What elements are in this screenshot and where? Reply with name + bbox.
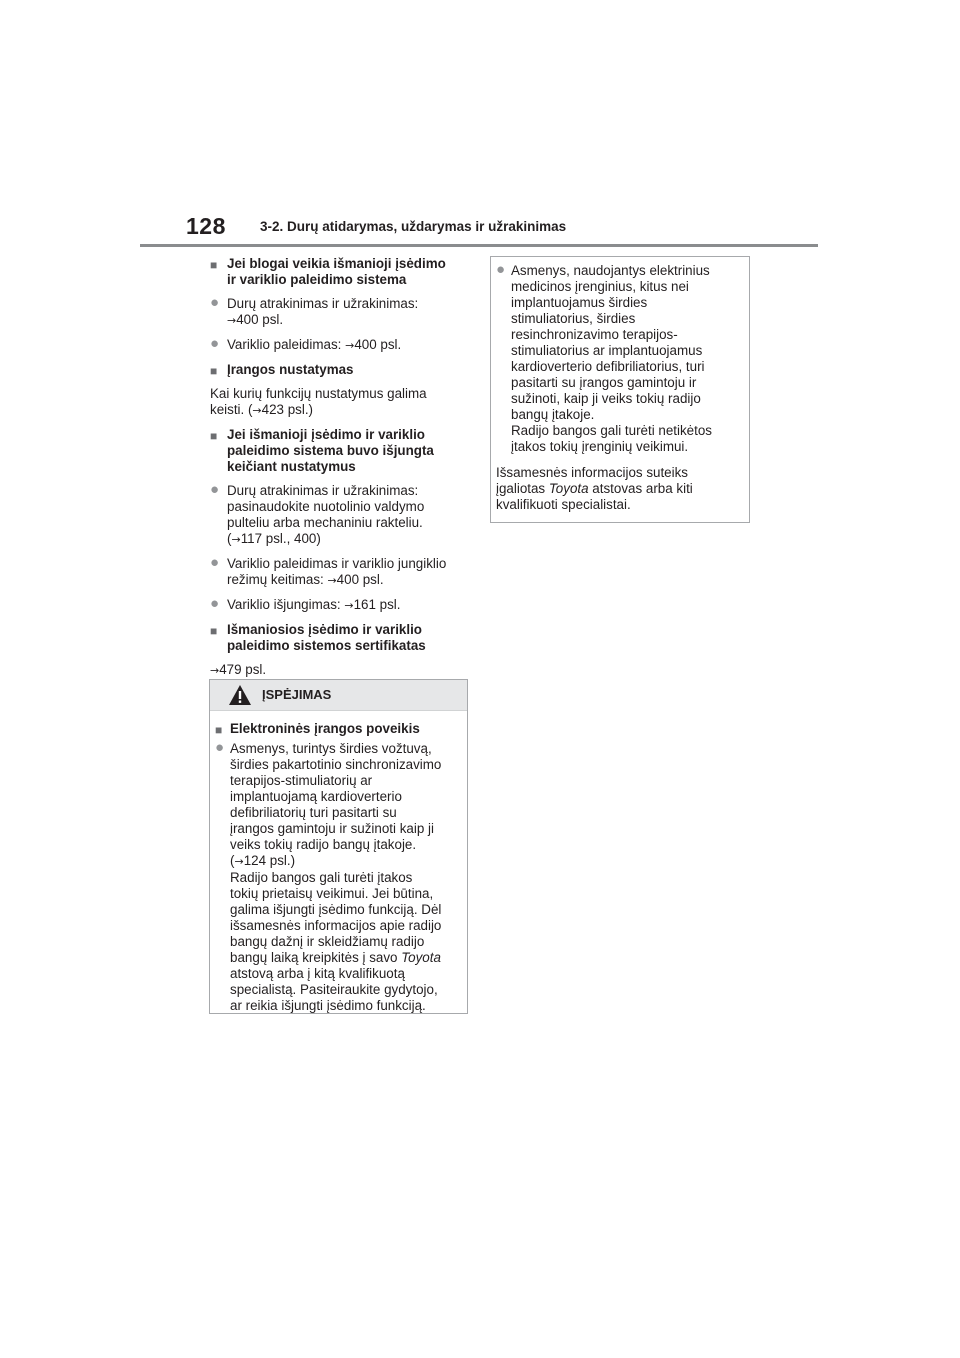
arrow-icon: → (344, 599, 354, 612)
text-line: terapijos-stimuliatorių ar (230, 773, 373, 788)
round-bullet-icon: ● (210, 481, 220, 498)
text-line: keisti. ( (210, 402, 253, 417)
text-line: įrangos gamintoju ir sužinoti kaip ji (230, 821, 434, 836)
round-bullet-icon: ● (210, 335, 220, 352)
arrow-icon: → (327, 574, 337, 587)
left-column (210, 256, 472, 687)
page-reference-link[interactable]: 400 psl. (354, 337, 402, 352)
text-line: Durų atrakinimas ir užrakinimas: (227, 296, 419, 311)
round-bullet-icon: ● (210, 595, 220, 612)
paragraph-settings (210, 386, 472, 419)
heading-line: keičiant nustatymus (227, 459, 356, 474)
warning-triangle-icon (228, 684, 252, 706)
round-bullet-icon: ● (496, 261, 506, 278)
text-line: Durų atrakinimas ir užrakinimas: (227, 483, 419, 498)
text-line: stimuliatorius, širdies (511, 311, 636, 326)
arrow-icon: → (231, 533, 241, 546)
text-line: Radijo bangos gali turėti netikėtos (511, 423, 712, 438)
text-line: defibriliatorių turi pasitarti su (230, 805, 397, 820)
text-line: veiks tokių radijo bangų įtakoje. (230, 837, 417, 852)
square-bullet-icon: ■ (210, 624, 218, 638)
paragraph-certificate-ref (210, 662, 472, 679)
heading-smart-entry-malfunction (210, 256, 472, 288)
header-rule (140, 244, 818, 247)
text-line: Asmenys, naudojantys elektrinius (511, 263, 710, 278)
text-line: implantuojamą kardioverterio (230, 789, 402, 804)
bullet-engine-stop (210, 597, 472, 614)
text-line: ar reikia išjungti įsėdimo funkciją. (230, 998, 426, 1013)
text-line: implantuojamus širdies (511, 295, 648, 310)
heading-line: paleidimo sistemos sertifikatas (227, 638, 426, 653)
text-line: sužinoti, kaip ji veiks tokių radijo (511, 391, 701, 406)
text-line: pasinaudokite nuotolinio valdymo (227, 499, 425, 514)
warning-body (210, 711, 467, 1014)
page-reference-link[interactable]: 161 psl. (353, 597, 401, 612)
heading-line: paleidimo sistema buvo išjungta (227, 443, 434, 458)
bullet-medical-devices (496, 263, 743, 455)
arrow-icon: → (234, 855, 244, 868)
heading-line: Įrangos nustatymas (227, 362, 354, 377)
bullet-door-unlock (210, 296, 472, 329)
arrow-icon: → (252, 404, 262, 417)
text-line: ( (227, 531, 232, 546)
page-reference-link[interactable]: 400 psl. (236, 312, 284, 327)
heading-line: Jei išmanioji įsėdimo ir variklio (227, 427, 425, 442)
brand-name: Toyota (548, 481, 589, 496)
text-line: bangų laiką kreipkitės į savo (230, 950, 402, 965)
text-line: atstovas arba kiti (588, 481, 693, 496)
page-reference-link[interactable]: 400 psl. (336, 572, 384, 587)
page-number: 128 (186, 213, 226, 239)
text-line: galima išjungti įsėdimo funkciją. Dėl (230, 902, 442, 917)
heading-certificate (210, 622, 472, 654)
heading-system-disabled (210, 427, 472, 475)
heading-line: Elektroninės įrangos poveikis (230, 721, 420, 736)
text-line: širdies pakartotinio sinchronizavimo (230, 757, 442, 772)
bullet-engine-switch-modes (210, 556, 472, 589)
arrow-icon: → (345, 339, 355, 352)
text-line: ( (230, 853, 235, 868)
text-line: Kai kurių funkcijų nustatymus galima (210, 386, 427, 401)
text-line: Variklio išjungimas: (227, 597, 345, 612)
heading-line: Jei blogai veikia išmanioji įsėdimo (227, 256, 446, 271)
text-line: įgaliotas (496, 481, 549, 496)
square-bullet-icon: ■ (210, 364, 218, 378)
text-line: Išsamesnės informacijos suteiks (496, 465, 688, 480)
round-bullet-icon: ● (210, 554, 220, 571)
heading-line: Išmaniosios įsėdimo ir variklio (227, 622, 422, 637)
text-line: išsamesnės informacijos apie radijo (230, 918, 442, 933)
text-line: bangų dažnį ir skleidžiamų radijo (230, 934, 425, 949)
text-line: bangų įtakoje. (511, 407, 595, 422)
round-bullet-icon: ● (210, 294, 220, 311)
square-bullet-icon: ■ (210, 258, 218, 272)
round-bullet-icon: ● (215, 739, 225, 756)
text-line: medicinos įrenginius, kitus nei (511, 279, 689, 294)
text-line: Variklio paleidimas: (227, 337, 346, 352)
page-reference-link[interactable]: 423 psl.) (261, 402, 313, 417)
text-line: Radijo bangos gali turėti įtakos (230, 870, 413, 885)
warning-header (210, 680, 467, 711)
text-line: specialistą. Pasiteiraukite gydytojo, (230, 982, 438, 997)
heading-line: ir variklio paleidimo sistema (227, 272, 407, 287)
text-line: tokių prietaisų veikimui. Jei būtina, (230, 886, 434, 901)
text-line: stimuliatorius ar implantuojamus (511, 343, 703, 358)
bullet-engine-start (210, 337, 472, 354)
warning-continuation-box (490, 256, 750, 523)
text-line: įtakos tokių įrenginių veikimui. (511, 439, 689, 454)
page-reference-link[interactable]: 479 psl. (219, 662, 267, 677)
bullet-pacemaker-warning (215, 741, 467, 1014)
text-line: Asmenys, turintys širdies vožtuvą, (230, 741, 432, 756)
text-line: atstovą arba į kitą kvalifikuotą (230, 966, 405, 981)
paragraph-dealer-info (496, 465, 743, 513)
section-title: 3-2. Durų atidarymas, uždarymas ir užrakinimas (260, 219, 567, 234)
text-line: Variklio paleidimas ir variklio jungiklio (227, 556, 447, 571)
text-line: pulteliu arba mechaniniu rakteliu. (227, 515, 423, 530)
arrow-icon: → (210, 664, 220, 677)
heading-electronic-equipment (215, 721, 467, 737)
square-bullet-icon: ■ (210, 429, 218, 443)
square-bullet-icon: ■ (215, 723, 223, 737)
arrow-icon: → (227, 314, 237, 327)
heading-equipment-settings (210, 362, 472, 378)
page-reference-link[interactable]: 117 psl., 400) (240, 531, 321, 546)
page-reference-link[interactable]: 124 psl.) (243, 853, 296, 868)
text-line: pasitarti su įrangos gamintoju ir (511, 375, 697, 390)
text-line: resinchronizavimo terapijos- (511, 327, 678, 342)
brand-name: Toyota (401, 950, 441, 965)
bullet-door-unlock-remote (210, 483, 472, 548)
warning-title: ĮSPĖJIMAS (262, 687, 332, 702)
text-line: kardioverterio defibriliatorius, turi (511, 359, 705, 374)
text-line: režimų keitimas: (227, 572, 328, 587)
text-line: kvalifikuoti specialistai. (496, 497, 631, 512)
warning-box (209, 679, 468, 1014)
